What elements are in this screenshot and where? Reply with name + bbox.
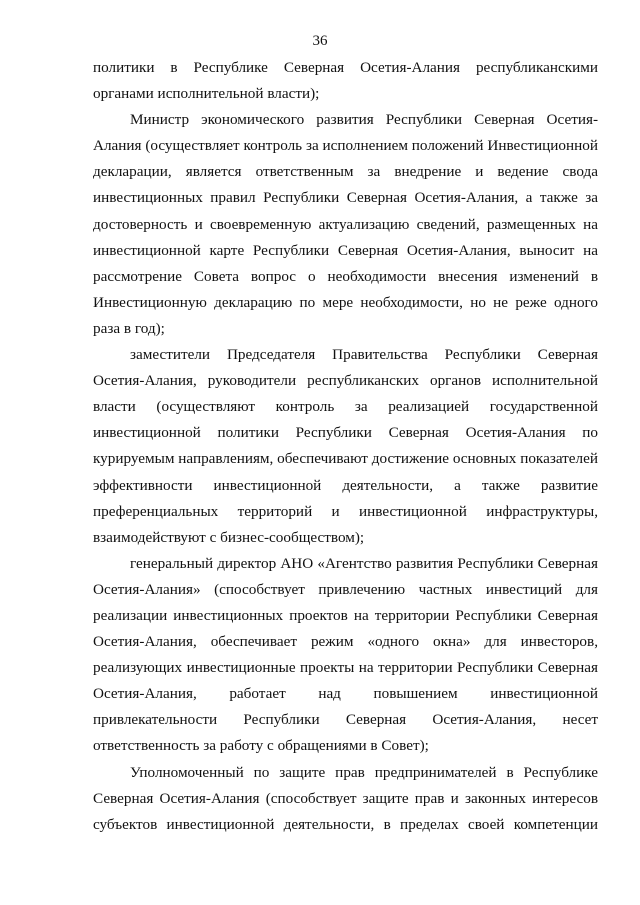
paragraph-economy-minister: Министр экономического развития Республики Северная Осетия-Алания (осуществляет контроль за исполнением положений Инвестиционной декларации, является ответственным за внедрение и ведение свода инвестиционных правил Республики Северная Осетия-Алания, а также за достоверность и своевременную актуализацию сведений, размещенных на инвестиционной карте Республики Северная Осетия-Алания, выносит на рассмотрение Совета вопрос о необходимости внесения изменений в Инвестиционную декларацию по мере необходимости, но не реже одного раза в год); xyxy=(93,111,598,337)
page-number: 36 xyxy=(312,33,328,49)
document-body xyxy=(93,55,598,838)
paragraph-deputy-chairmen: заместители Председателя Правительства Республики Северная Осетия-Алания, руководители республиканских органов исполнительной власти (осуществляют контроль за реализацией государственной инвестиционной политики Республики Северная Осетия-Алания по курируемым направлениям, обеспечивают достижение основных показателей эффективности инвестиционной деятельности, а также развитие преференциальных территорий и инвестиционной инфраструктуры, взаимодействуют с бизнес-сообществом); xyxy=(93,346,598,546)
paragraph-continuation: политики в Республике Северная Осетия-Алания республиканскими органами исполнительной власти); xyxy=(93,59,598,103)
paragraph-business-ombudsman: Уполномоченный по защите прав предпринимателей в Республике Северная Осетия-Алания (способствует защите прав и законных интересов субъектов инвестиционной деятельности, в пределах своей компетенции xyxy=(93,763,598,833)
paragraph-agency-director: генеральный директор АНО «Агентство развития Республики Северная Осетия-Алания» (способствует привлечению частных инвестиций для реализации инвестиционных проектов на территории Республики Северная Осетия-Алания, обеспечивает режим «одного окна» для инвесторов, реализующих инвестиционные проекты на территории Республики Северная Осетия-Алания, работает над повышением инвестиционной привлекательности Республики Северная Осетия-Алания, несет ответственность за работу с обращениями в Совет); xyxy=(93,554,598,755)
